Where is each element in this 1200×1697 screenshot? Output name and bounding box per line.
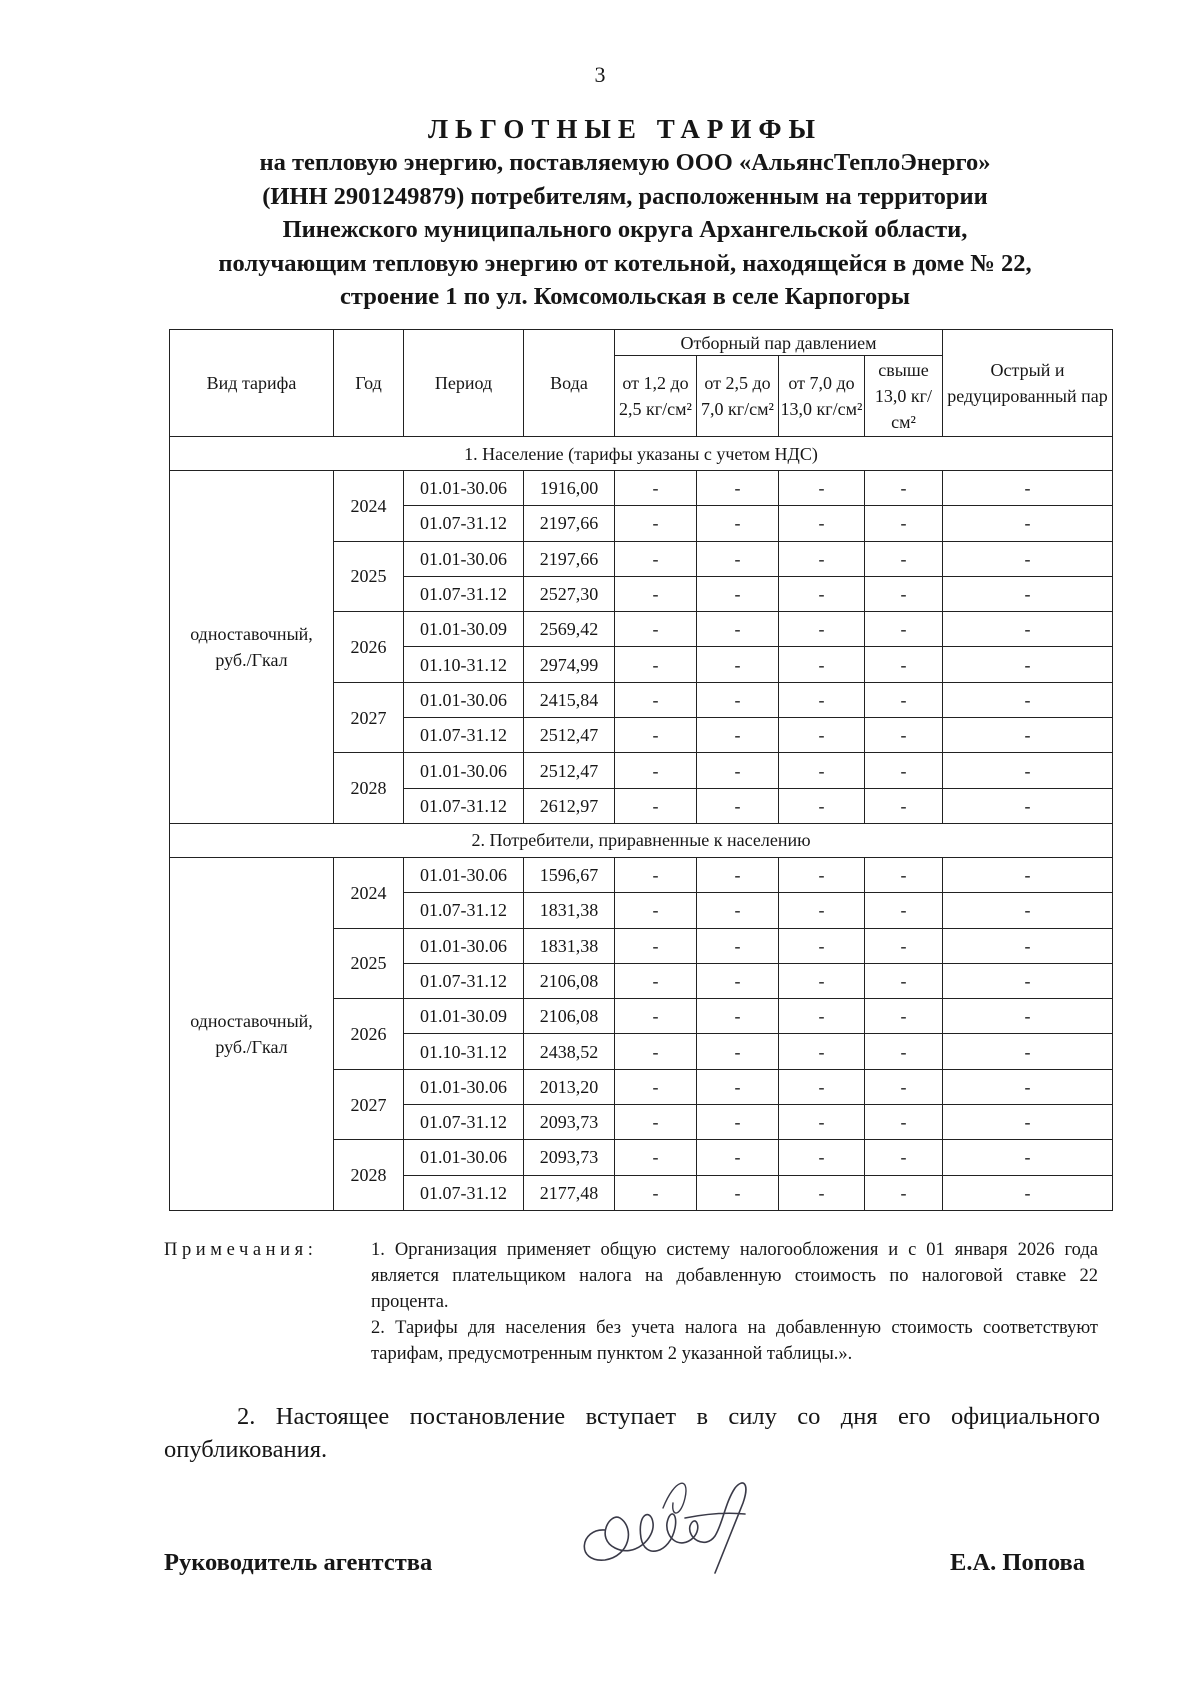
empty-tariff-cell: - — [615, 576, 697, 611]
period-cell: 01.01-30.09 — [404, 612, 524, 647]
empty-tariff-cell: - — [943, 857, 1113, 892]
table-row — [170, 857, 1113, 892]
empty-tariff-cell: - — [779, 963, 865, 998]
note-item: 1. Организация применяет общую систему налогообложения и с 01 января 2026 года является плательщиком налога на добавленную стоимость по налоговой ставке 22 процента. — [371, 1240, 1098, 1312]
empty-tariff-cell: - — [697, 999, 779, 1034]
empty-tariff-cell: - — [697, 682, 779, 717]
empty-tariff-cell: - — [615, 857, 697, 892]
notes-label: Примечания: — [164, 1240, 318, 1260]
empty-tariff-cell: - — [943, 576, 1113, 611]
empty-tariff-cell: - — [943, 753, 1113, 788]
empty-tariff-cell: - — [615, 506, 697, 541]
empty-tariff-cell: - — [779, 857, 865, 892]
year-cell: 2025 — [334, 541, 404, 612]
empty-tariff-cell: - — [943, 788, 1113, 823]
empty-tariff-cell: - — [865, 576, 943, 611]
empty-tariff-cell: - — [779, 999, 865, 1034]
empty-tariff-cell: - — [943, 1140, 1113, 1175]
period-cell: 01.01-30.06 — [404, 682, 524, 717]
empty-tariff-cell: - — [943, 612, 1113, 647]
water-tariff-cell: 2974,99 — [524, 647, 615, 682]
empty-tariff-cell: - — [697, 1175, 779, 1210]
empty-tariff-cell: - — [943, 1105, 1113, 1140]
water-tariff-cell: 2512,47 — [524, 753, 615, 788]
empty-tariff-cell: - — [697, 1034, 779, 1069]
empty-tariff-cell: - — [615, 788, 697, 823]
empty-tariff-cell: - — [865, 1069, 943, 1104]
empty-tariff-cell: - — [943, 718, 1113, 753]
period-cell: 01.07-31.12 — [404, 1175, 524, 1210]
empty-tariff-cell: - — [697, 1140, 779, 1175]
header-kind: Вид тарифа — [170, 330, 334, 437]
section-title: 2. Потребители, приравненные к населению — [170, 823, 1113, 857]
period-cell: 01.07-31.12 — [404, 963, 524, 998]
year-cell: 2028 — [334, 753, 404, 824]
water-tariff-cell: 2197,66 — [524, 541, 615, 576]
heading-line: строение 1 по ул. Комсомольская в селе Карпогоры — [340, 283, 910, 310]
water-tariff-cell: 2438,52 — [524, 1034, 615, 1069]
header-period: Период — [404, 330, 524, 437]
table-body — [170, 437, 1113, 1211]
water-tariff-cell: 2177,48 — [524, 1175, 615, 1210]
empty-tariff-cell: - — [779, 576, 865, 611]
empty-tariff-cell: - — [697, 753, 779, 788]
document-heading — [150, 112, 1100, 314]
tariff-kind-cell: одноставочный, руб./Гкал — [170, 471, 334, 824]
year-cell: 2025 — [334, 928, 404, 999]
empty-tariff-cell: - — [697, 788, 779, 823]
empty-tariff-cell: - — [615, 541, 697, 576]
empty-tariff-cell: - — [779, 506, 865, 541]
empty-tariff-cell: - — [615, 753, 697, 788]
year-cell: 2026 — [334, 999, 404, 1070]
empty-tariff-cell: - — [779, 682, 865, 717]
empty-tariff-cell: - — [943, 471, 1113, 506]
empty-tariff-cell: - — [865, 893, 943, 928]
empty-tariff-cell: - — [697, 718, 779, 753]
empty-tariff-cell: - — [697, 647, 779, 682]
table-row — [170, 471, 1113, 506]
water-tariff-cell: 2612,97 — [524, 788, 615, 823]
empty-tariff-cell: - — [865, 1140, 943, 1175]
empty-tariff-cell: - — [615, 963, 697, 998]
year-cell: 2024 — [334, 471, 404, 542]
empty-tariff-cell: - — [697, 612, 779, 647]
empty-tariff-cell: - — [779, 647, 865, 682]
empty-tariff-cell: - — [779, 1105, 865, 1140]
empty-tariff-cell: - — [865, 857, 943, 892]
water-tariff-cell: 1596,67 — [524, 857, 615, 892]
empty-tariff-cell: - — [943, 506, 1113, 541]
empty-tariff-cell: - — [865, 788, 943, 823]
empty-tariff-cell: - — [615, 928, 697, 963]
empty-tariff-cell: - — [865, 1034, 943, 1069]
empty-tariff-cell: - — [779, 1034, 865, 1069]
header-steam-1: от 1,2 до 2,5 кг/см² — [615, 356, 697, 437]
section-title: 1. Население (тарифы указаны с учетом НДС) — [170, 437, 1113, 471]
header-sharp-steam: Острый и редуцированный пар — [943, 330, 1113, 437]
empty-tariff-cell: - — [697, 506, 779, 541]
empty-tariff-cell: - — [865, 1105, 943, 1140]
empty-tariff-cell: - — [697, 857, 779, 892]
empty-tariff-cell: - — [615, 471, 697, 506]
water-tariff-cell: 1831,38 — [524, 893, 615, 928]
empty-tariff-cell: - — [943, 1034, 1113, 1069]
empty-tariff-cell: - — [943, 647, 1113, 682]
period-cell: 01.01-30.06 — [404, 857, 524, 892]
water-tariff-cell: 2415,84 — [524, 682, 615, 717]
empty-tariff-cell: - — [779, 718, 865, 753]
period-cell: 01.10-31.12 — [404, 647, 524, 682]
period-cell: 01.01-30.09 — [404, 999, 524, 1034]
effective-date-paragraph: 2. Настоящее постановление вступает в силу со дня его официального опубликования. — [164, 1403, 1100, 1463]
empty-tariff-cell: - — [697, 541, 779, 576]
empty-tariff-cell: - — [615, 647, 697, 682]
empty-tariff-cell: - — [615, 682, 697, 717]
tariff-table — [169, 329, 1113, 1211]
empty-tariff-cell: - — [697, 1105, 779, 1140]
empty-tariff-cell: - — [779, 612, 865, 647]
empty-tariff-cell: - — [697, 928, 779, 963]
empty-tariff-cell: - — [779, 893, 865, 928]
empty-tariff-cell: - — [615, 999, 697, 1034]
note-item: 2. Тарифы для населения без учета налога на добавленную стоимость соответствуют тарифам, предусмотренным пунктом 2 указанной таблицы.». — [371, 1318, 1098, 1364]
water-tariff-cell: 2569,42 — [524, 612, 615, 647]
period-cell: 01.01-30.06 — [404, 1069, 524, 1104]
empty-tariff-cell: - — [943, 999, 1113, 1034]
empty-tariff-cell: - — [615, 1140, 697, 1175]
empty-tariff-cell: - — [697, 1069, 779, 1104]
empty-tariff-cell: - — [865, 1175, 943, 1210]
empty-tariff-cell: - — [865, 506, 943, 541]
empty-tariff-cell: - — [615, 1175, 697, 1210]
heading-main: ЛЬГОТНЫЕ ТАРИФЫ — [427, 114, 823, 144]
period-cell: 01.10-31.12 — [404, 1034, 524, 1069]
empty-tariff-cell: - — [943, 1069, 1113, 1104]
empty-tariff-cell: - — [943, 1175, 1113, 1210]
year-cell: 2026 — [334, 612, 404, 683]
water-tariff-cell: 2093,73 — [524, 1105, 615, 1140]
empty-tariff-cell: - — [943, 928, 1113, 963]
period-cell: 01.01-30.06 — [404, 471, 524, 506]
heading-line: на тепловую энергию, поставляемую ООО «АльянсТеплоЭнерго» — [259, 149, 991, 176]
water-tariff-cell: 2106,08 — [524, 999, 615, 1034]
empty-tariff-cell: - — [779, 788, 865, 823]
empty-tariff-cell: - — [865, 471, 943, 506]
header-steam-3: от 7,0 до 13,0 кг/см² — [779, 356, 865, 437]
empty-tariff-cell: - — [865, 963, 943, 998]
year-cell: 2024 — [334, 857, 404, 928]
empty-tariff-cell: - — [615, 612, 697, 647]
empty-tariff-cell: - — [615, 1034, 697, 1069]
year-cell: 2027 — [334, 1069, 404, 1140]
empty-tariff-cell: - — [865, 647, 943, 682]
period-cell: 01.07-31.12 — [404, 576, 524, 611]
heading-line: получающим тепловую энергию от котельной, находящейся в доме № 22, — [218, 249, 1032, 277]
empty-tariff-cell: - — [865, 612, 943, 647]
water-tariff-cell: 1916,00 — [524, 471, 615, 506]
period-cell: 01.01-30.06 — [404, 541, 524, 576]
empty-tariff-cell: - — [615, 893, 697, 928]
empty-tariff-cell: - — [697, 576, 779, 611]
signatory-position: Руководитель агентства — [164, 1549, 433, 1576]
empty-tariff-cell: - — [865, 928, 943, 963]
water-tariff-cell: 2013,20 — [524, 1069, 615, 1104]
empty-tariff-cell: - — [943, 893, 1113, 928]
year-cell: 2028 — [334, 1140, 404, 1211]
page-number: 3 — [594, 62, 606, 87]
period-cell: 01.07-31.12 — [404, 506, 524, 541]
tariff-kind-cell: одноставочный, руб./Гкал — [170, 857, 334, 1210]
period-cell: 01.07-31.12 — [404, 1105, 524, 1140]
water-tariff-cell: 1831,38 — [524, 928, 615, 963]
empty-tariff-cell: - — [697, 471, 779, 506]
header-steam-2: от 2,5 до 7,0 кг/см² — [697, 356, 779, 437]
header-steam-group: Отборный пар давлением — [615, 330, 943, 356]
period-cell: 01.01-30.06 — [404, 1140, 524, 1175]
water-tariff-cell: 2106,08 — [524, 963, 615, 998]
water-tariff-cell: 2512,47 — [524, 718, 615, 753]
empty-tariff-cell: - — [779, 541, 865, 576]
empty-tariff-cell: - — [943, 963, 1113, 998]
empty-tariff-cell: - — [865, 999, 943, 1034]
water-tariff-cell: 2197,66 — [524, 506, 615, 541]
heading-line: Пинежского муниципального округа Архангельской области, — [282, 216, 968, 243]
period-cell: 01.07-31.12 — [404, 718, 524, 753]
empty-tariff-cell: - — [865, 753, 943, 788]
empty-tariff-cell: - — [779, 1175, 865, 1210]
water-tariff-cell: 2527,30 — [524, 576, 615, 611]
header-steam-4: свыше 13,0 кг/см² — [865, 356, 943, 437]
empty-tariff-cell: - — [943, 682, 1113, 717]
empty-tariff-cell: - — [865, 718, 943, 753]
empty-tariff-cell: - — [779, 471, 865, 506]
handwritten-signature — [575, 1468, 790, 1578]
empty-tariff-cell: - — [697, 893, 779, 928]
water-tariff-cell: 2093,73 — [524, 1140, 615, 1175]
period-cell: 01.07-31.12 — [404, 893, 524, 928]
empty-tariff-cell: - — [615, 1069, 697, 1104]
empty-tariff-cell: - — [615, 1105, 697, 1140]
year-cell: 2027 — [334, 682, 404, 753]
empty-tariff-cell: - — [779, 1069, 865, 1104]
signatory-name: Е.А. Попова — [950, 1549, 1085, 1576]
header-year: Год — [334, 330, 404, 437]
empty-tariff-cell: - — [697, 963, 779, 998]
period-cell: 01.01-30.06 — [404, 753, 524, 788]
header-water: Вода — [524, 330, 615, 437]
period-cell: 01.01-30.06 — [404, 928, 524, 963]
empty-tariff-cell: - — [615, 718, 697, 753]
empty-tariff-cell: - — [865, 682, 943, 717]
empty-tariff-cell: - — [943, 541, 1113, 576]
heading-line: (ИНН 2901249879) потребителям, расположенным на территории — [262, 182, 988, 210]
empty-tariff-cell: - — [779, 753, 865, 788]
empty-tariff-cell: - — [779, 1140, 865, 1175]
period-cell: 01.07-31.12 — [404, 788, 524, 823]
empty-tariff-cell: - — [779, 928, 865, 963]
empty-tariff-cell: - — [865, 541, 943, 576]
